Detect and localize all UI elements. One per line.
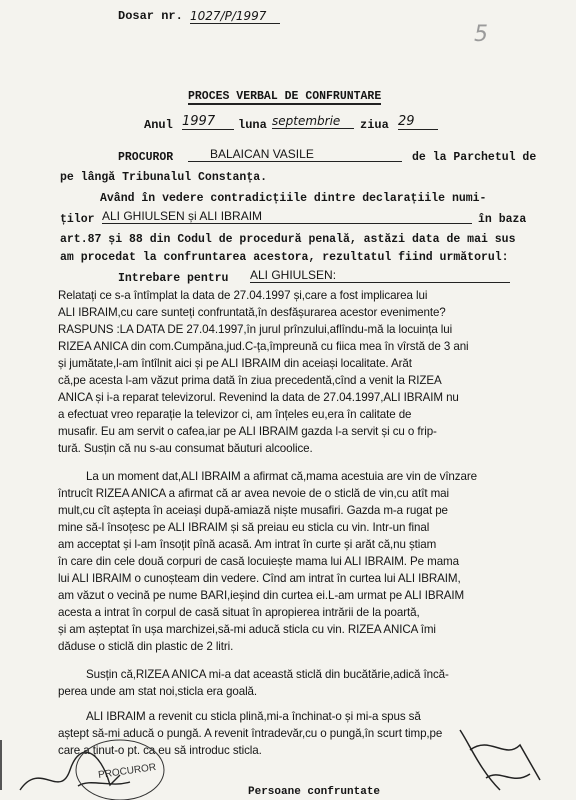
- statement-line: Susțin că,RIZEA ANICA mi-a dat această sticlă din bucătărie,adică încă-: [86, 668, 449, 681]
- statement-line: tură. Susțin că nu s-au consumat băuturi alcoolice.: [58, 442, 313, 455]
- document-title: PROCES VERBAL DE CONFRUNTARE: [188, 90, 382, 103]
- statement-line: musafir. Eu am servit o cafea,iar pe ALI IBRAIM gazda l-a servit și cu o frip-: [58, 425, 437, 438]
- statement-line: ANICA și i-a reparat televizorul. Revenind la data de 27.04.1997,ALI IBRAIM nu: [58, 391, 459, 404]
- statement-line: aștept să-mi aducă o pungă. A revenit întradevăr,cu o pungă,în scurt timp,pe: [58, 727, 443, 740]
- intro-line: am procedat la confruntarea acestora, rezultatul fiind următorul:: [60, 251, 509, 264]
- statement-line: RIZEA ANICA din com.Cumpăna,jud.C-ța,împreună cu fiica mea în vîrstă de 3 ani: [58, 340, 469, 353]
- intro-line: în baza: [478, 213, 527, 226]
- statement-line: ALI IBRAIM a revenit cu sticla plină,mi-a închinat-o și mi-a spus să: [86, 710, 421, 723]
- procuror-label: PROCUROR: [118, 151, 174, 164]
- statement-line: lui ALI IBRAIM o cunoșteam din vedere. Cînd am intrat în curtea lui ALI IBRAIM,: [58, 572, 461, 585]
- statement-line: ALI IBRAIM,cu care sunteți confruntată,în desfășurarea acestor evenimente?: [58, 306, 446, 319]
- question-person: ALI GHIULSEN:: [250, 268, 510, 283]
- statement-line: La un moment dat,ALI IBRAIM a afirmat că,mama acestuia are vin de vînzare: [86, 470, 477, 483]
- statement-line: că,pe acesta l-am văzut prima dată în ziua precedentă,cînd a venit la RIZEA: [58, 374, 442, 387]
- dosar-label: Dosar nr.: [118, 9, 183, 23]
- intro-line: Având în vedere contradicțiile dintre declarațiile numi-: [100, 192, 487, 205]
- day-label: ziua: [360, 118, 389, 132]
- page-number: 5: [474, 22, 488, 47]
- stamp-circle: [76, 740, 164, 800]
- statement-line: a efectuat vreo reparație la televizor ci, am înțeles eu,era în calitate de: [58, 408, 412, 421]
- statement-line: și am așteptat în ușa marchizei,să-mi aducă sticla cu vin. RIZEA ANICA îmi: [58, 623, 436, 636]
- statement-line: care a ținut-o pt. ca eu să introduc sticla.: [58, 744, 262, 757]
- intro-line: art.87 și 88 din Codul de procedură penală, astăzi data de mai sus: [60, 233, 516, 246]
- statement-line: am văzut o vecină pe nume BARI,ieșind din curtea ei.L-am urmat pe ALI IBRAIM: [58, 589, 465, 602]
- stamp-text: PROCUROR: [97, 761, 157, 782]
- margin-mark: [0, 740, 10, 790]
- statement-line: RASPUNS :LA DATA DE 27.04.1997,în jurul prînzului,aflîndu-mă la locuința lui: [58, 323, 453, 336]
- statement-line: în care din cele două corpuri de casă locuiește mama lui ALI IBRAIM. Pe mama: [58, 555, 459, 568]
- month-label: luna: [238, 118, 267, 132]
- statement-line: Relatați ce s-a întîmplat la data de 27.04.1997 și,care a fost implicarea lui: [58, 289, 428, 302]
- statement-line: perea unde am stat noi,sticla era goală.: [58, 685, 258, 698]
- year-label: Anul: [144, 118, 173, 132]
- intro-line: pe lângă Tribunalul Constanța.: [60, 171, 268, 184]
- right-signature: [460, 730, 540, 790]
- question-label: Intrebare pentru: [118, 272, 229, 285]
- procuror-suffix: de la Parchetul de: [412, 151, 537, 164]
- day-value: 29: [398, 114, 438, 130]
- intro-line: ților: [60, 213, 95, 226]
- dosar-number: 1027/P/1997: [190, 9, 280, 24]
- procuror-name: BALAICAN VASILE: [188, 147, 402, 162]
- signatures-drawing: [0, 690, 576, 800]
- statement-line: mult,cu cît aștepta în aceiași după-amiază niște musafiri. Gazda m-a rugat pe: [58, 504, 448, 517]
- month-value: septembrie: [272, 114, 354, 129]
- statement-line: mine să-l însoțesc pe ALI IBRAIM și să preiau eu sticla cu vin. Intr-un final: [58, 521, 430, 534]
- statement-line: întrucît RIZEA ANICA a afirmat că ar avea nevoie de o sticlă de vin,cu atît mai: [58, 487, 449, 500]
- confronted-persons: ALI GHIULSEN și ALI IBRAIM: [102, 209, 472, 224]
- year-value: 1997: [182, 114, 234, 130]
- statement-line: acesta a intrat în corpul de casă situat în apropierea intrării de la poartă,: [58, 606, 420, 619]
- statement-line: și jumătate,l-am întîlnit aici și pe ALI IBRAIM din aceiași localitate. Arăt: [58, 357, 412, 370]
- statement-line: am acceptat și l-am însoțit pînă acasă. Am intrat în curte și arăt că,nu știam: [58, 538, 437, 551]
- footer-label: Persoane confruntate: [248, 786, 381, 798]
- left-signature: [20, 752, 130, 790]
- statement-line: dăduse o sticlă din plastic de 2 litri.: [58, 640, 234, 653]
